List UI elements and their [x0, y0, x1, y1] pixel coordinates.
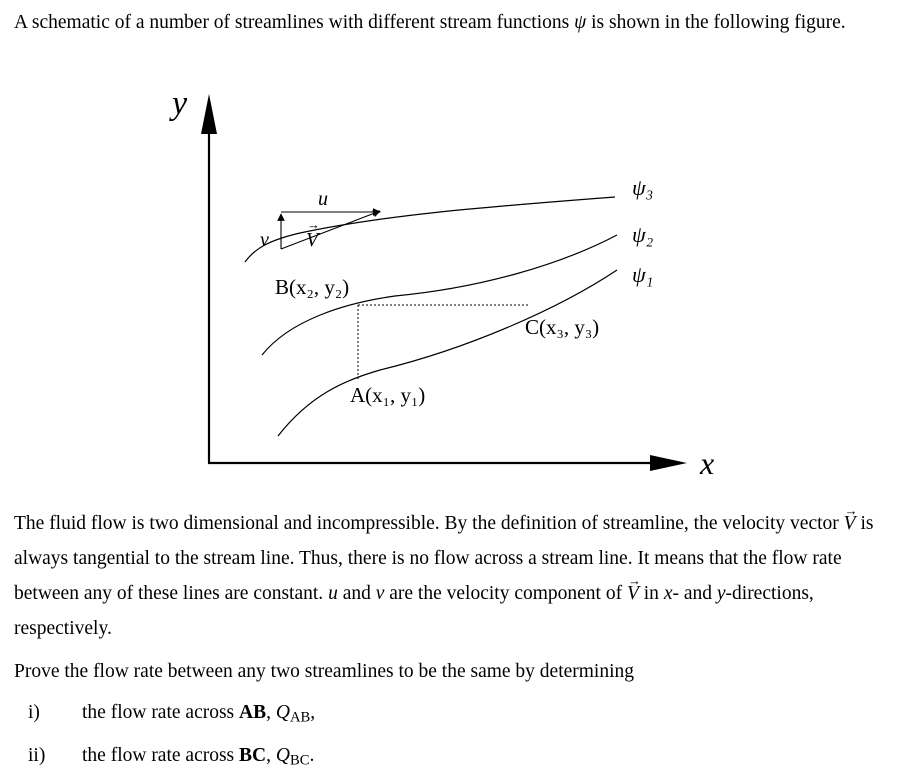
Q-subscript-AB: AB	[289, 709, 311, 726]
body-paragraph	[14, 506, 886, 646]
x-symbol: x	[663, 583, 673, 604]
psi2-label: ψ₂	[632, 222, 654, 247]
streamline-figure	[0, 80, 900, 490]
list-number-2: ii)	[28, 745, 46, 766]
list-bold-AB: AB	[239, 702, 267, 723]
y-axis-arrow	[201, 94, 217, 134]
point-C-label: C(x₃, y₃)	[525, 315, 600, 339]
body-text-4: in	[638, 583, 664, 604]
list-item-1	[28, 702, 315, 727]
psi1-label: ψ₁	[632, 262, 654, 287]
body-text-and: and	[337, 583, 376, 604]
u-label: u	[318, 188, 328, 210]
prove-statement: Prove the flow rate between any two streamlines to be the same by determining	[14, 661, 635, 682]
intro-paragraph	[14, 6, 886, 39]
body-text-2: is always tangential to the stream line. Thus, there is no flow across a stream line. It means that the flow rate between any of these lines are constant.	[14, 513, 874, 604]
v-symbol: v	[375, 583, 385, 604]
list-bold-BC: BC	[239, 745, 267, 766]
V-label: V	[306, 229, 319, 251]
list-item-2	[28, 745, 314, 770]
u-symbol: u	[328, 583, 338, 604]
psi-symbol: ψ	[574, 12, 587, 33]
V-arrow-icon: →	[307, 217, 320, 232]
list-sep-2: ,	[266, 745, 276, 766]
x-axis-label: x	[700, 445, 715, 481]
velocity-vector-symbol: → V	[844, 506, 856, 541]
streamline-psi3	[245, 197, 615, 262]
v-label: v	[260, 229, 269, 251]
body-text-5: - and	[672, 583, 717, 604]
y-axis-label: y	[172, 85, 188, 122]
list-number-1: i)	[28, 702, 40, 723]
intro-text-2: is shown in the following figure.	[586, 12, 846, 33]
Q-symbol-1: Q	[275, 702, 290, 723]
point-B-label: B(x₂, y₂)	[275, 275, 350, 299]
point-A-label: A(x₁, y₁)	[350, 383, 426, 407]
Q-symbol-2: Q	[275, 745, 290, 766]
body-text-3: are the velocity component of	[384, 583, 627, 604]
list-text-1: the flow rate across	[82, 702, 240, 723]
list-end-1: ,	[310, 702, 316, 723]
list-sep-1: ,	[266, 702, 276, 723]
velocity-vector-symbol-2: → V	[627, 576, 639, 611]
x-axis-arrow	[650, 455, 687, 471]
body-text-1: The fluid flow is two dimensional and incompressible. By the definition of streamline, the velocity vector	[14, 513, 844, 534]
body-text-6: -directions, respectively.	[14, 583, 814, 639]
y-symbol: y	[716, 583, 726, 604]
list-text-2: the flow rate across	[82, 745, 240, 766]
velocity-vector-V	[281, 211, 380, 249]
intro-text-1: A schematic of a number of streamlines with different stream functions	[14, 12, 575, 33]
Q-subscript-BC: BC	[289, 752, 310, 769]
psi3-label: ψ₃	[632, 175, 654, 200]
list-end-2: .	[309, 745, 315, 766]
